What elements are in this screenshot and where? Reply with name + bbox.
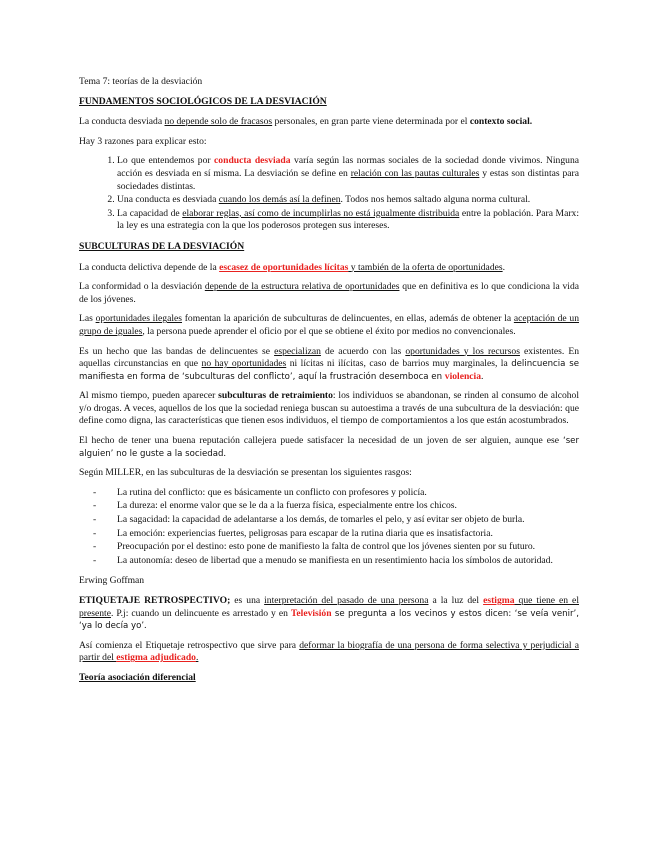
paragraph: El hecho de tener una buena reputación callejera puede satisfacer la necesidad de un joven de ser alguien, aunque ese ‘ser alguien’ no le guste a la sociedad. — [79, 435, 579, 459]
paragraph: Hay 3 razones para explicar esto: — [79, 135, 207, 147]
paragraph: Las oportunidades ilegales fomentan la aparición de subculturas de delincuentes, en ellas, además de obtener la aceptación de un grupo de iguales, la persona puede aprender el oficio por el que se obtiene el éxito por medios no convencionales. — [79, 313, 579, 337]
list-item: - Preocupación por el destino: esto pone de manifiesto la falta de control que los jóvenes sienten por su futuro. — [117, 541, 579, 554]
list-item: - La sagacidad: la capacidad de adelantarse a los demás, de tomarles el pelo, y así evitar ser objeto de burla. — [117, 514, 579, 527]
list-item: - La rutina del conflicto: que es básicamente un conflicto con profesores y policía. — [117, 487, 579, 500]
author-name: Erwing Goffman — [79, 575, 145, 587]
section-heading-fundamentos: FUNDAMENTOS SOCIOLÓGICOS DE LA DESVIACIÓN — [79, 95, 327, 107]
document-body — [79, 76, 579, 693]
list-item: - La emoción: experiencias fuertes, peligrosas para escapar de la rutina diaria que es insatisfactoria. — [117, 528, 579, 541]
paragraph: Es un hecho que las bandas de delincuentes se especializan de acuerdo con las oportunidades y los recursos existentes. En aquellas circunstancias en que no hay oportunidades ni lícitas ni ilícitas, caso de barrios muy marginales, la delincuencia se manifiesta en forma de ‘subculturas del conflicto’, aquí la frustración desemboca en violencia. — [79, 345, 580, 382]
traits-list — [79, 487, 579, 568]
section-heading-subculturas: SUBCULTURAS DE LA DESVIACIÓN — [79, 240, 245, 252]
reasons-list — [79, 155, 579, 233]
paragraph: ETIQUETAJE RETROSPECTIVO; es una interpretación del pasado de una persona a la luz del estigma que tiene en el presente. P.j: cuando un delincuente es arrestado y en Televisión se pregunta a los vecinos y estos dicen: ‘se veía venir’, ‘ya lo decía yo’. — [79, 595, 579, 632]
paragraph: Así comienza el Etiquetaje retrospectivo que sirve para deformar la biografía de una persona de forma selectiva y perjudicial a partir del estigma adjudicado. — [79, 639, 579, 664]
list-item: - La dureza: el enorme valor que se le da a la fuerza física, especialmente entre los chicos. — [117, 500, 579, 513]
list-item: - La autonomía: deseo de libertad que a menudo se manifiesta en un resentimiento hacia los símbolos de autoridad. — [117, 555, 579, 568]
paragraph: Según MILLER, en las subculturas de la desviación se presentan los siguientes rasgos: — [79, 467, 412, 479]
list-item: 2. Una conducta es desviada cuando los demás así la definen. Todos nos hemos saltado alguna norma cultural. — [117, 194, 579, 207]
paragraph: Al mismo tiempo, pueden aparecer subculturas de retraimiento: los individuos se abandonan, se rinden al consumo de alcohol y/o drogas. A veces, aquellos de los que la sociedad reniega buscan su autoestima a través de una subcultura de la desviación: que define como digna, las características que tienen esos individuos, el tiempo de comportamientos a los que están acostumbrados. — [79, 390, 580, 427]
paragraph: La conducta delictiva depende de la escasez de oportunidades lícitas y también de la oferta de oportunidades. — [79, 261, 506, 273]
paragraph: La conducta desviada no depende solo de fracasos personales, en gran parte viene determinada por el contexto social. — [79, 116, 533, 128]
list-item: 3. La capacidad de elaborar reglas, así como de incumplirlas no está igualmente distribuida entre la población. Para Marx: la ley es una estrategia con la que los poderosos protegen sus intereses. — [117, 208, 579, 233]
section-heading-asociacion: Teoría asociación diferencial — [79, 671, 196, 683]
paragraph: La conformidad o la desviación depende de la estructura relativa de oportunidades que en definitiva es lo que condiciona la vida de los jóvenes. — [79, 281, 580, 305]
list-item: 1. Lo que entendemos por conducta desviada varía según las normas sociales de la sociedad donde vivimos. Ninguna acción es desviada en sí misma. La desviación se define en relación con las pautas culturales y estas son distintas para sociedades distintas. — [117, 155, 579, 193]
doc-title: Tema 7: teorías de la desviación — [79, 76, 203, 87]
